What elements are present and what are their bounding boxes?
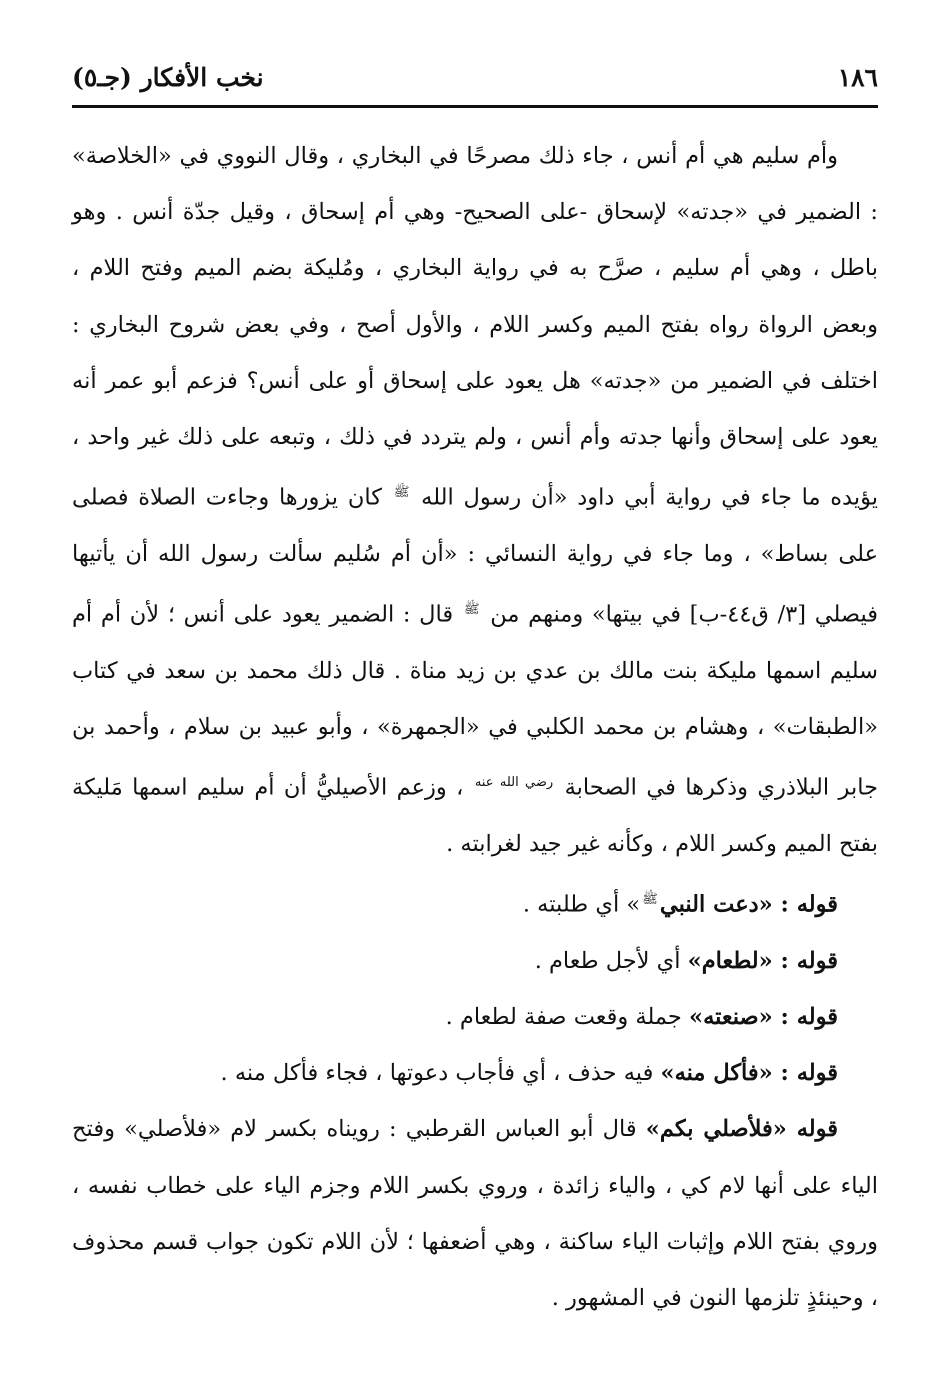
gloss-keyword: قوله «فلأصلي بكم» (645, 1116, 838, 1143)
text-line: في ذلك ، وتبعه على ذلك غير واحد ، يؤيده ما جاء في رواية أبي داود «أن رسول الله (72, 424, 879, 511)
gloss-entry (72, 933, 878, 989)
text-line: كان يزورها وجاءت الصلاة فصلى على بساط» ، وما جاء في رواية النسائي : (72, 484, 878, 567)
text-line: وأم سليم هي أم أنس ، جاء ذلك مصرحًا في البخاري ، وقال النووي في (179, 143, 839, 169)
text-line: «الجمهرة» ، وأبو عبيد بن سلام ، وأحمد بن جابر البلاذري وذكرها في الصحابة (72, 714, 878, 801)
honorific-symbol: ﷺ (393, 485, 410, 501)
text-line: زيد مناة . قال ذلك محمد بن سعد في كتاب «الطبقات» ، وهشام بن محمد الكلبي في (72, 657, 878, 741)
text-line: بضم الميم وفتح اللام ، وبعض الرواة رواه بفتح الميم وكسر اللام ، والأول أصح ، (72, 255, 879, 338)
honorific-companion: رضي الله عنه (474, 775, 554, 791)
text-line: نفسه ، وروي بفتح اللام وإثبات الياء ساكنة ، وهي أضعفها ؛ لأن اللام تكون (72, 1172, 878, 1255)
page-body (72, 128, 878, 1326)
text-line: وقيل جدّة أنس . وهو باطل ، وهي أم سليم ، صرَّح به في رواية البخاري ، ومُليكة (72, 199, 878, 282)
gloss-entry (72, 989, 878, 1045)
gloss-text: » أي طلبته . (522, 891, 641, 918)
page-number: ١٨٦ (837, 62, 878, 92)
gloss-text: أي لأجل طعام . (534, 947, 688, 974)
running-header (72, 52, 878, 102)
gloss-text: فيه حذف ، أي فأجاب دعوتها ، فجاء فأكل منه . (220, 1060, 661, 1087)
gloss-paragraph (72, 1101, 878, 1326)
gloss-entry (72, 872, 878, 933)
text-line: وفتح الياء على أنها لام كي ، والياء زائدة ، وروي بكسر اللام وجزم الياء على خطاب (72, 1116, 879, 1199)
text-line: «الخلاصة» : الضمير في «جدته» لإسحاق -على الصحيح- وهي أم إسحاق ، (72, 143, 878, 226)
gloss-entry (72, 1045, 878, 1101)
commentary-paragraph (72, 128, 878, 872)
text-line: أو على أنس؟ فزعم أبو عمر أنه يعود على إسحاق وأنها جدته وأم أنس ، ولم يتردد (72, 367, 878, 451)
text-line: جواب قسم محذوف ، وحينئذٍ تلزمها النون في المشهور . (72, 1228, 878, 1312)
gloss-keyword: قوله : «دعت النبي (659, 891, 838, 918)
header-rule (72, 105, 878, 108)
text-line: وفي بعض شروح البخاري : اختلف في الضمير من «جدته» هل يعود على إسحاق (72, 311, 879, 394)
honorific-symbol: ﷺ (463, 602, 480, 618)
honorific-symbol: ﷺ (642, 892, 658, 908)
text-line: ، وزعم الأصيليُّ أن أم سليم اسمها مَليكة بفتح الميم وكسر اللام ، وكأنه غير (72, 774, 878, 857)
gloss-keyword: قوله : «لطعام» (687, 947, 838, 974)
gloss-keyword: قوله : «صنعته» (689, 1004, 838, 1031)
text-line: قال أبو العباس القرطبي : رويناه بكسر لام «فلأصلي» (124, 1116, 646, 1143)
book-title: نخب الأفكار (جـ٥) (72, 62, 264, 92)
text-line: «أن أم سُليم سألت رسول الله أن يأتيها فيصلي [٣/ ق٤٤-ب] في بيتها» ومنهم من (72, 540, 878, 628)
text-line: قال : الضمير يعود على أنس ؛ لأن أم أم سليم اسمها مليكة بنت مالك بن عدي بن (72, 601, 878, 684)
gloss-keyword: قوله : «فأكل منه» (660, 1060, 838, 1087)
gloss-text: جملة وقعت صفة لطعام . (445, 1004, 689, 1031)
text-line: جيد لغرابته . (446, 830, 562, 857)
